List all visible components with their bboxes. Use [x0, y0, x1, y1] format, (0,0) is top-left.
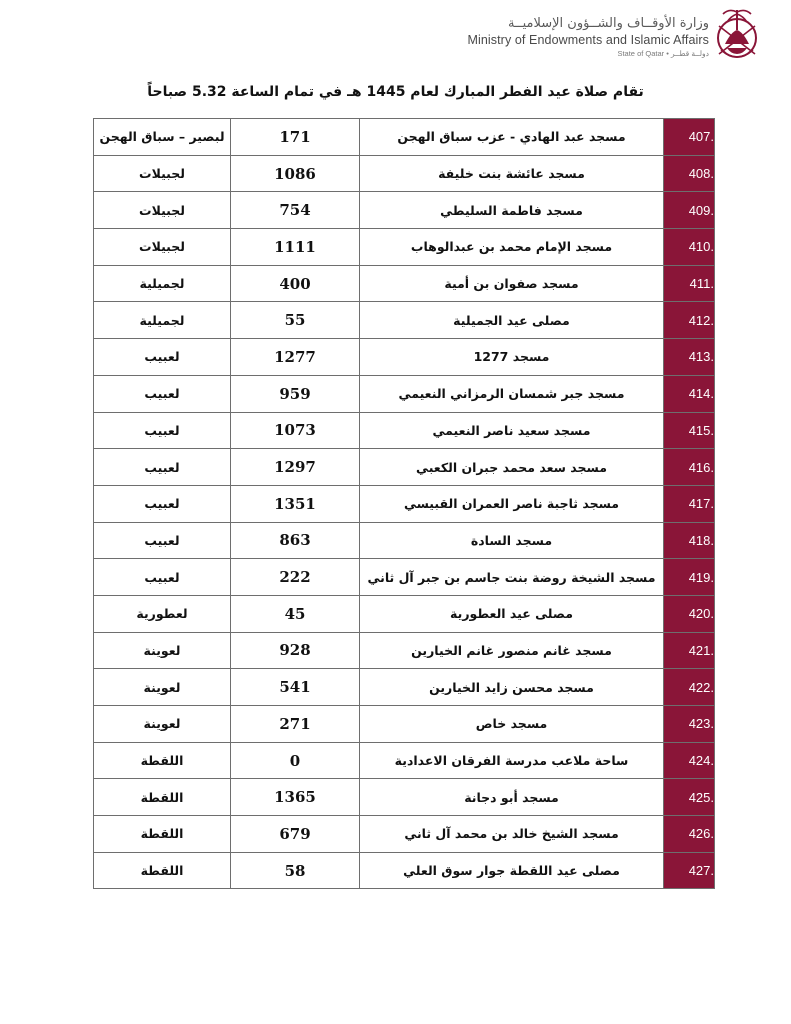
table-row — [94, 229, 715, 266]
row-number-cell: 421. — [664, 632, 715, 669]
worshipper-count-cell: 222 — [231, 559, 360, 596]
area-cell: لعبيب — [94, 485, 231, 522]
area-cell: لعبيب — [94, 559, 231, 596]
area-cell: لعبيب — [94, 522, 231, 559]
area-cell: لجميلية — [94, 302, 231, 339]
table-row — [94, 265, 715, 302]
mosque-name-cell: مسجد فاطمة السليطي — [360, 192, 664, 229]
worshipper-count-cell: 959 — [231, 375, 360, 412]
mosque-name-cell: مسجد السادة — [360, 522, 664, 559]
table-row — [94, 192, 715, 229]
row-number-cell: 409. — [664, 192, 715, 229]
row-number-cell: 419. — [664, 559, 715, 596]
mosque-name-cell: مسجد ثاجبة ناصر العمران القبيسي — [360, 485, 664, 522]
table-row — [94, 852, 715, 889]
mosques-table-body — [94, 119, 715, 889]
mosque-name-cell: مسجد صفوان بن أمية — [360, 265, 664, 302]
row-number-cell: 423. — [664, 706, 715, 743]
worshipper-count-cell: 1086 — [231, 155, 360, 192]
mosques-table — [93, 118, 715, 889]
area-cell: لجبيلات — [94, 155, 231, 192]
area-cell: لعوينة — [94, 632, 231, 669]
row-number-cell: 412. — [664, 302, 715, 339]
row-number-cell: 407. — [664, 119, 715, 156]
row-number-cell: 418. — [664, 522, 715, 559]
row-number-cell: 422. — [664, 669, 715, 706]
mosque-name-cell: مصلى عيد الجميلية — [360, 302, 664, 339]
table-row — [94, 816, 715, 853]
mosque-name-cell: مسجد جبر شمسان الرمزاني النعيمي — [360, 375, 664, 412]
row-number-cell: 410. — [664, 229, 715, 266]
row-number-cell: 424. — [664, 742, 715, 779]
worshipper-count-cell: 0 — [231, 742, 360, 779]
mosque-name-cell: مسجد غانم منصور غانم الخيارين — [360, 632, 664, 669]
qatar-emblem-icon — [711, 4, 763, 64]
mosque-name-cell: مسجد عبد الهادي - عزب سباق الهجن — [360, 119, 664, 156]
worshipper-count-cell: 1351 — [231, 485, 360, 522]
worshipper-count-cell: 1073 — [231, 412, 360, 449]
area-cell: لجبيلات — [94, 229, 231, 266]
table-row — [94, 522, 715, 559]
mosque-name-cell: مسجد خاص — [360, 706, 664, 743]
page-header — [0, 0, 791, 78]
mosque-name-cell: مسجد محسن زايد الخيارين — [360, 669, 664, 706]
ministry-name-block — [467, 16, 709, 60]
row-number-cell: 420. — [664, 595, 715, 632]
worshipper-count-cell: 400 — [231, 265, 360, 302]
area-cell: اللقطة — [94, 816, 231, 853]
table-row — [94, 449, 715, 486]
worshipper-count-cell: 171 — [231, 119, 360, 156]
mosque-name-cell: مسجد 1277 — [360, 339, 664, 376]
mosque-name-cell: مسجد عائشة بنت خليفة — [360, 155, 664, 192]
table-row — [94, 779, 715, 816]
ministry-name-arabic: وزارة الأوقــاف والشــؤون الإسلاميــة — [508, 16, 709, 31]
worshipper-count-cell: 58 — [231, 852, 360, 889]
worshipper-count-cell: 1277 — [231, 339, 360, 376]
table-row — [94, 706, 715, 743]
row-number-cell: 411. — [664, 265, 715, 302]
area-cell: لعطورية — [94, 595, 231, 632]
area-cell: اللقطة — [94, 852, 231, 889]
worshipper-count-cell: 1297 — [231, 449, 360, 486]
table-row — [94, 632, 715, 669]
mosque-name-cell: ساحة ملاعب مدرسة الفرقان الاعدادية — [360, 742, 664, 779]
worshipper-count-cell: 863 — [231, 522, 360, 559]
ministry-name-english: Ministry of Endowments and Islamic Affairs — [467, 33, 709, 47]
worshipper-count-cell: 1365 — [231, 779, 360, 816]
area-cell: لجبيلات — [94, 192, 231, 229]
area-cell: لجميلية — [94, 265, 231, 302]
row-number-cell: 425. — [664, 779, 715, 816]
table-row — [94, 119, 715, 156]
area-cell: لعبيب — [94, 449, 231, 486]
row-number-cell: 416. — [664, 449, 715, 486]
worshipper-count-cell: 271 — [231, 706, 360, 743]
table-row — [94, 339, 715, 376]
mosque-name-cell: مسجد الإمام محمد بن عبدالوهاب — [360, 229, 664, 266]
worshipper-count-cell: 928 — [231, 632, 360, 669]
row-number-cell: 426. — [664, 816, 715, 853]
area-cell: اللقطة — [94, 779, 231, 816]
table-row — [94, 375, 715, 412]
mosque-name-cell: مسجد الشيخة روضة بنت جاسم بن جبر آل ثاني — [360, 559, 664, 596]
row-number-cell: 417. — [664, 485, 715, 522]
area-cell: لبصير – سباق الهجن — [94, 119, 231, 156]
table-row — [94, 302, 715, 339]
area-cell: لعبيب — [94, 412, 231, 449]
table-row — [94, 412, 715, 449]
row-number-cell: 414. — [664, 375, 715, 412]
area-cell: لعوينة — [94, 706, 231, 743]
worshipper-count-cell: 1111 — [231, 229, 360, 266]
row-number-cell: 427. — [664, 852, 715, 889]
area-cell: لعوينة — [94, 669, 231, 706]
page-title: تقام صلاة عيد الفطر المبارك لعام 1445 هـ في تمام الساعة 5.32 صباحاً — [147, 84, 644, 100]
worshipper-count-cell: 45 — [231, 595, 360, 632]
table-row — [94, 485, 715, 522]
mosque-name-cell: مسجد أبو دجانة — [360, 779, 664, 816]
area-cell: لعبيب — [94, 375, 231, 412]
worshipper-count-cell: 679 — [231, 816, 360, 853]
worshipper-count-cell: 541 — [231, 669, 360, 706]
state-of-qatar-label: State of Qatar • دولــة قطــر — [617, 49, 709, 58]
mosque-name-cell: مسجد سعد محمد جبران الكعبي — [360, 449, 664, 486]
worshipper-count-cell: 55 — [231, 302, 360, 339]
row-number-cell: 415. — [664, 412, 715, 449]
mosque-name-cell: مسجد الشيخ خالد بن محمد آل ثاني — [360, 816, 664, 853]
area-cell: لعبيب — [94, 339, 231, 376]
mosque-name-cell: مصلى عيد اللقطة جوار سوق العلي — [360, 852, 664, 889]
table-row — [94, 595, 715, 632]
table-row — [94, 155, 715, 192]
table-row — [94, 559, 715, 596]
row-number-cell: 413. — [664, 339, 715, 376]
area-cell: اللقطة — [94, 742, 231, 779]
table-row — [94, 669, 715, 706]
mosque-name-cell: مسجد سعيد ناصر النعيمي — [360, 412, 664, 449]
mosque-name-cell: مصلى عيد العطورية — [360, 595, 664, 632]
table-row — [94, 742, 715, 779]
row-number-cell: 408. — [664, 155, 715, 192]
worshipper-count-cell: 754 — [231, 192, 360, 229]
